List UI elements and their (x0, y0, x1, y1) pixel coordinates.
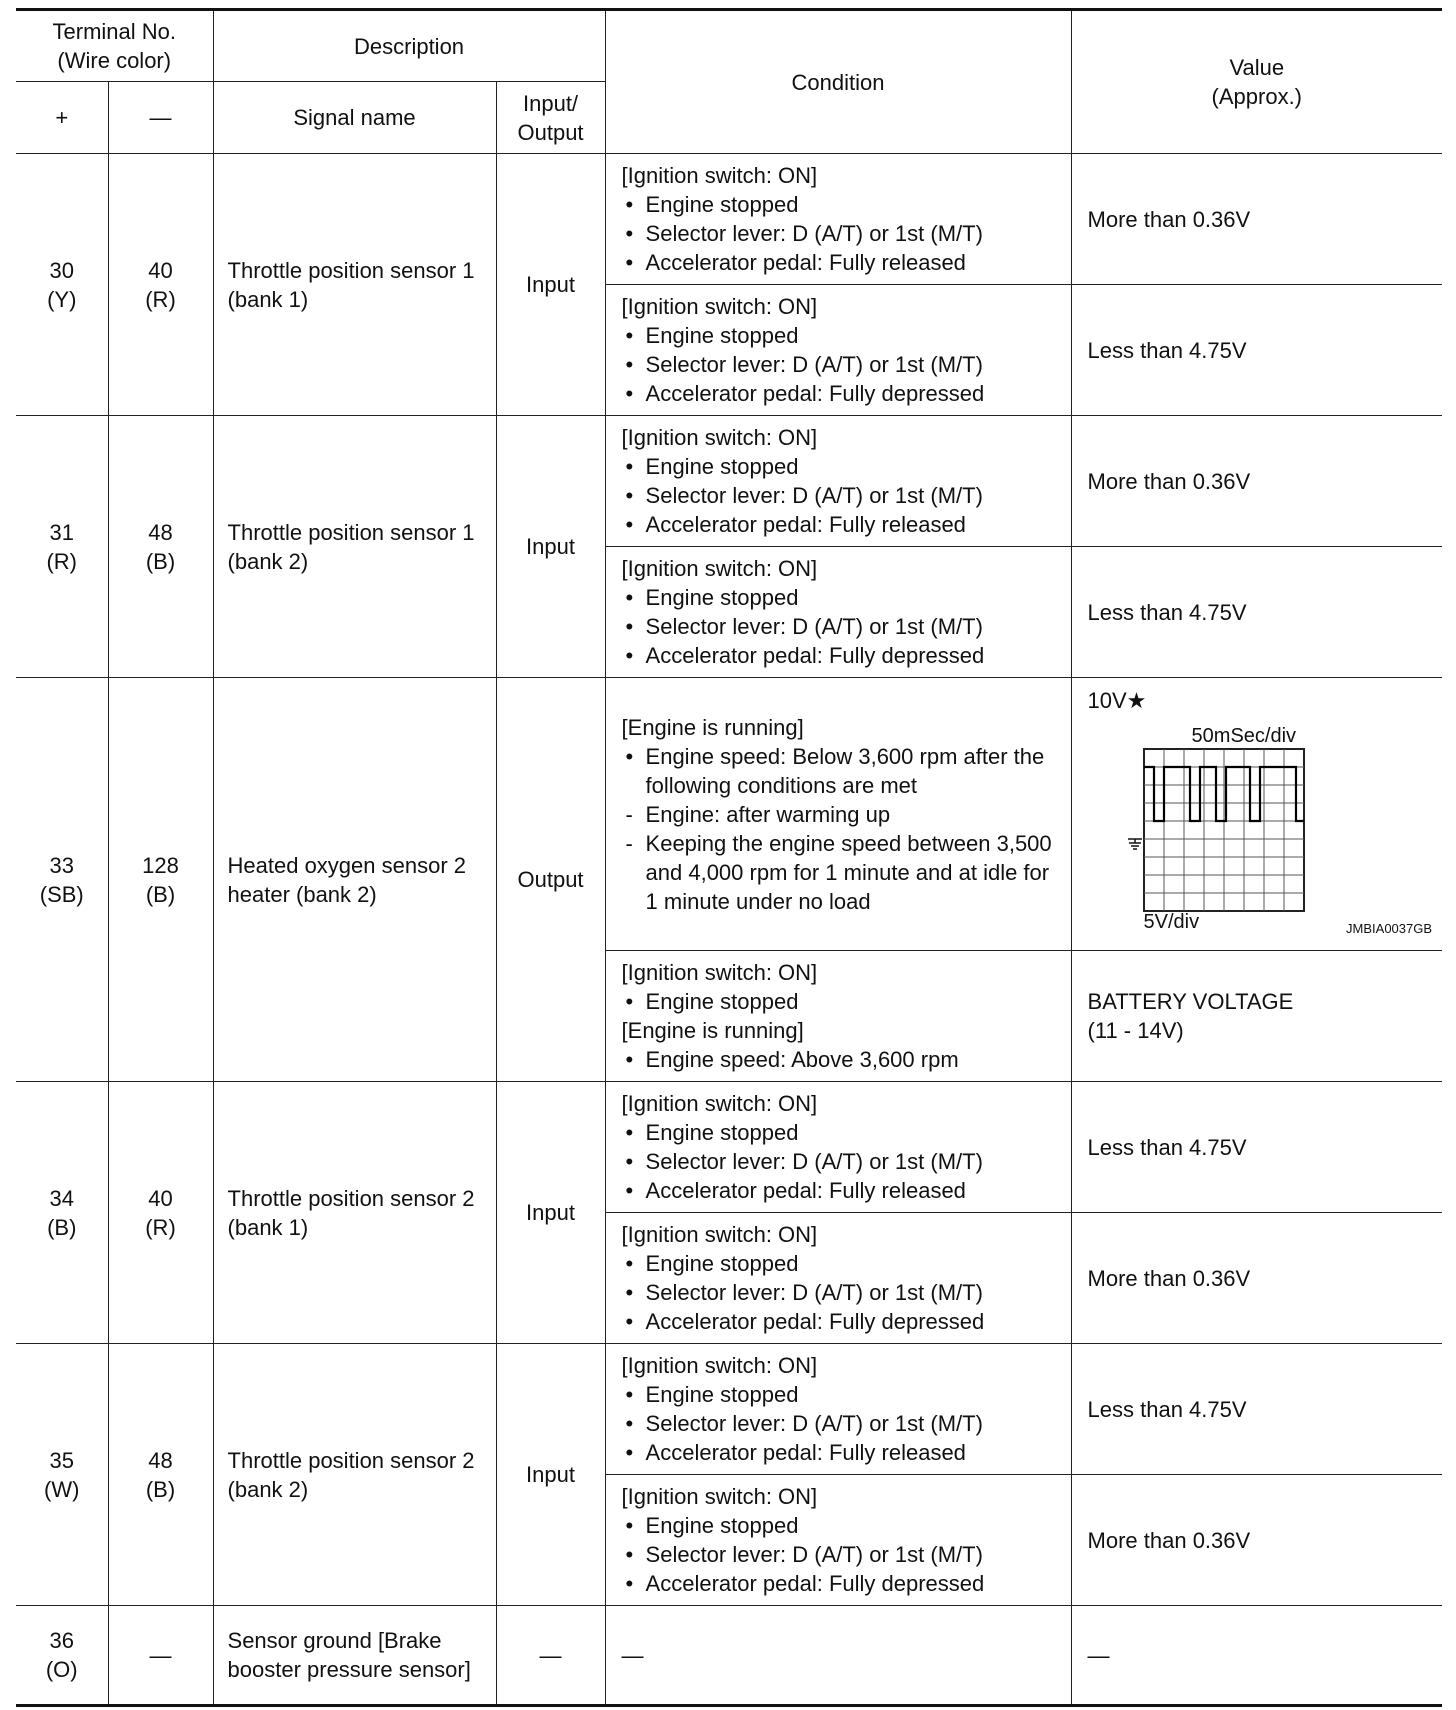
waveform-volt-div-label: 5V/div (1143, 911, 1200, 933)
condition-line: • Selector lever: D (A/T) or 1st (M/T) (622, 1540, 1061, 1569)
condition-cell (605, 547, 1071, 678)
ground-symbol-icon (1128, 839, 1142, 849)
condition-cell (605, 416, 1071, 547)
table-row (16, 1344, 1442, 1475)
terminal-plus-wire-color: (O) (45, 1657, 78, 1682)
document-page (16, 8, 1442, 1707)
terminal-plus-wire-color: (SB) (39, 881, 84, 907)
input-output: Input (496, 1344, 605, 1606)
header-value-approx-label: (Approx.) (1211, 84, 1303, 109)
condition-line: • Selector lever: D (A/T) or 1st (M/T) (622, 612, 1061, 641)
value-text: More than 0.36V (1087, 1265, 1251, 1291)
signal-name: Throttle position sensor 2 (bank 2) (213, 1344, 496, 1606)
condition-cell (605, 1475, 1071, 1606)
table-body (16, 154, 1442, 1706)
condition-line: [Engine is running] (621, 1018, 804, 1043)
condition-line: - Engine: after warming up (622, 800, 1061, 829)
value-cell (1071, 1344, 1442, 1475)
signal-name: Heated oxygen sensor 2 heater (bank 2) (213, 678, 496, 1082)
terminal-minus-number: 48 (148, 1447, 173, 1473)
header-terminal (16, 10, 213, 82)
value-cell (1071, 1213, 1442, 1344)
input-output: Output (496, 678, 605, 1082)
condition-line: • Accelerator pedal: Fully released (622, 510, 1061, 539)
input-output: Input (496, 1082, 605, 1344)
terminal-plus (16, 416, 108, 678)
table-row (16, 1606, 1442, 1706)
terminal-plus-number: 36 (49, 1628, 74, 1653)
header-wire-color-label: (Wire color) (57, 48, 172, 73)
condition-line: • Accelerator pedal: Fully released (622, 1176, 1061, 1205)
terminal-minus (108, 416, 213, 678)
terminal-minus (108, 1606, 213, 1706)
condition-line: • Engine speed: Above 3,600 rpm (622, 1045, 1061, 1074)
terminal-minus (108, 678, 213, 1082)
condition-line: • Selector lever: D (A/T) or 1st (M/T) (622, 481, 1061, 510)
signal-name: Sensor ground [Brake booster pressure sensor] (213, 1606, 496, 1706)
condition-line: • Selector lever: D (A/T) or 1st (M/T) (622, 1409, 1061, 1438)
terminal-plus-number: 34 (49, 1185, 74, 1211)
condition-cell (605, 1213, 1071, 1344)
value-text: More than 0.36V (1087, 1527, 1251, 1553)
value-cell (1071, 1475, 1442, 1606)
condition-line: • Accelerator pedal: Fully released (622, 248, 1061, 277)
header-terminal-label: Terminal No. (52, 19, 176, 44)
header-value (1071, 10, 1442, 154)
terminal-plus-number: 35 (49, 1447, 74, 1473)
condition-line: • Engine stopped (622, 1118, 1061, 1147)
table-row (16, 1082, 1442, 1213)
terminal-minus-wire-color: (R) (145, 286, 176, 312)
terminal-minus-number: 48 (148, 519, 173, 545)
value-text: Less than 4.75V (1087, 1396, 1247, 1422)
condition-line: • Accelerator pedal: Fully released (622, 1438, 1061, 1467)
condition-cell (605, 154, 1071, 285)
table-row (16, 678, 1442, 951)
header-plus: + (16, 82, 108, 154)
signal-name: Throttle position sensor 1 (bank 2) (213, 416, 496, 678)
condition-line: [Ignition switch: ON] (621, 425, 818, 450)
condition-line: [Ignition switch: ON] (621, 1353, 818, 1378)
condition-line: • Engine stopped (622, 1380, 1061, 1409)
condition-line: • Engine stopped (622, 583, 1061, 612)
value-cell (1071, 547, 1442, 678)
value-text: Less than 4.75V (1087, 337, 1247, 363)
header-io-label-2: Output (517, 119, 584, 145)
header-io-label-1: Input/ (523, 90, 579, 116)
terminal-plus (16, 1344, 108, 1606)
header-input-output (496, 82, 605, 154)
terminal-minus-wire-color: (B) (145, 1476, 176, 1502)
value-text-secondary: (11 - 14V) (1087, 1018, 1184, 1043)
condition-cell (605, 951, 1071, 1082)
terminal-plus-wire-color: (W) (44, 1476, 80, 1502)
condition-line: • Selector lever: D (A/T) or 1st (M/T) (622, 1278, 1061, 1307)
header-description: Description (213, 10, 605, 82)
condition-line: • Engine stopped (622, 1511, 1061, 1540)
condition-cell (605, 1082, 1071, 1213)
terminal-table (16, 8, 1442, 1707)
condition-line: • Engine speed: Below 3,600 rpm after the following conditions are met (622, 742, 1061, 800)
terminal-minus-number: 40 (148, 1185, 173, 1211)
terminal-plus-wire-color: (B) (47, 1214, 77, 1240)
condition-line: [Ignition switch: ON] (621, 960, 818, 985)
condition-line: • Accelerator pedal: Fully depressed (622, 1569, 1061, 1598)
value-cell (1071, 951, 1442, 1082)
signal-name: Throttle position sensor 1 (bank 1) (213, 154, 496, 416)
value-text: Less than 4.75V (1087, 599, 1247, 625)
waveform-figure-code: JMBIA0037GB (1346, 921, 1433, 936)
value-text: More than 0.36V (1087, 468, 1251, 494)
value-text: More than 0.36V (1087, 206, 1251, 232)
condition-line: - Keeping the engine speed between 3,500 and 4,000 rpm for 1 minute and at idle for 1 minute under no load (622, 829, 1061, 916)
oscilloscope-waveform (1088, 686, 1433, 936)
condition-line: [Ignition switch: ON] (621, 1222, 818, 1247)
condition-line: [Ignition switch: ON] (621, 294, 818, 319)
condition-line: [Ignition switch: ON] (621, 556, 818, 581)
condition-line: [Ignition switch: ON] (621, 1484, 818, 1509)
input-output: — (496, 1606, 605, 1706)
header-signal-name: Signal name (213, 82, 496, 154)
condition-line: • Engine stopped (622, 321, 1061, 350)
condition-cell (605, 678, 1071, 951)
condition-line: • Engine stopped (622, 987, 1061, 1016)
condition-cell (605, 1344, 1071, 1475)
value-cell (1071, 678, 1442, 951)
signal-name: Throttle position sensor 2 (bank 1) (213, 1082, 496, 1344)
value-cell: — (1071, 1606, 1442, 1706)
condition-line: • Engine stopped (622, 1249, 1061, 1278)
condition-line: • Selector lever: D (A/T) or 1st (M/T) (622, 1147, 1061, 1176)
terminal-plus (16, 1606, 108, 1706)
waveform-voltage-label: 10V★ (1087, 688, 1147, 713)
terminal-minus (108, 1082, 213, 1344)
condition-line: • Selector lever: D (A/T) or 1st (M/T) (622, 350, 1061, 379)
waveform-time-div-label: 50mSec/div (1191, 725, 1297, 747)
input-output: Input (496, 416, 605, 678)
value-text: BATTERY VOLTAGE (1087, 989, 1294, 1014)
header-value-label: Value (1229, 55, 1285, 80)
terminal-plus (16, 154, 108, 416)
header-minus: — (108, 82, 213, 154)
value-cell (1071, 154, 1442, 285)
terminal-plus-number: 31 (49, 519, 74, 545)
condition-line: • Selector lever: D (A/T) or 1st (M/T) (622, 219, 1061, 248)
input-output: Input (496, 154, 605, 416)
terminal-plus-wire-color: (Y) (47, 286, 77, 312)
condition-line: [Engine is running] (621, 714, 804, 740)
value-cell (1071, 1082, 1442, 1213)
terminal-plus (16, 1082, 108, 1344)
condition-line: • Engine stopped (622, 190, 1061, 219)
condition-line: • Engine stopped (622, 452, 1061, 481)
table-row (16, 416, 1442, 547)
condition-line: • Accelerator pedal: Fully depressed (622, 641, 1061, 670)
terminal-minus-number: 40 (148, 257, 173, 283)
condition-cell (605, 285, 1071, 416)
value-text: Less than 4.75V (1087, 1134, 1247, 1160)
terminal-minus-wire-color: (B) (145, 548, 176, 574)
terminal-plus-wire-color: (R) (46, 548, 78, 574)
terminal-minus-number: — (149, 1642, 172, 1668)
waveform-graph (1126, 746, 1312, 914)
terminal-minus (108, 154, 213, 416)
condition-line: [Ignition switch: ON] (621, 163, 818, 188)
terminal-minus (108, 1344, 213, 1606)
condition-line: • Accelerator pedal: Fully depressed (622, 1307, 1061, 1336)
terminal-minus-wire-color: (B) (145, 881, 176, 907)
terminal-minus-number: 128 (142, 852, 179, 878)
header-condition: Condition (605, 10, 1071, 154)
terminal-minus-wire-color: (R) (145, 1214, 176, 1240)
value-cell (1071, 285, 1442, 416)
terminal-plus-number: 33 (49, 852, 74, 878)
condition-cell: — (605, 1606, 1071, 1706)
terminal-plus (16, 678, 108, 1082)
table-row (16, 154, 1442, 285)
condition-line: [Ignition switch: ON] (621, 1091, 818, 1116)
value-cell (1071, 416, 1442, 547)
condition-line: • Accelerator pedal: Fully depressed (622, 379, 1061, 408)
terminal-plus-number: 30 (49, 257, 74, 283)
